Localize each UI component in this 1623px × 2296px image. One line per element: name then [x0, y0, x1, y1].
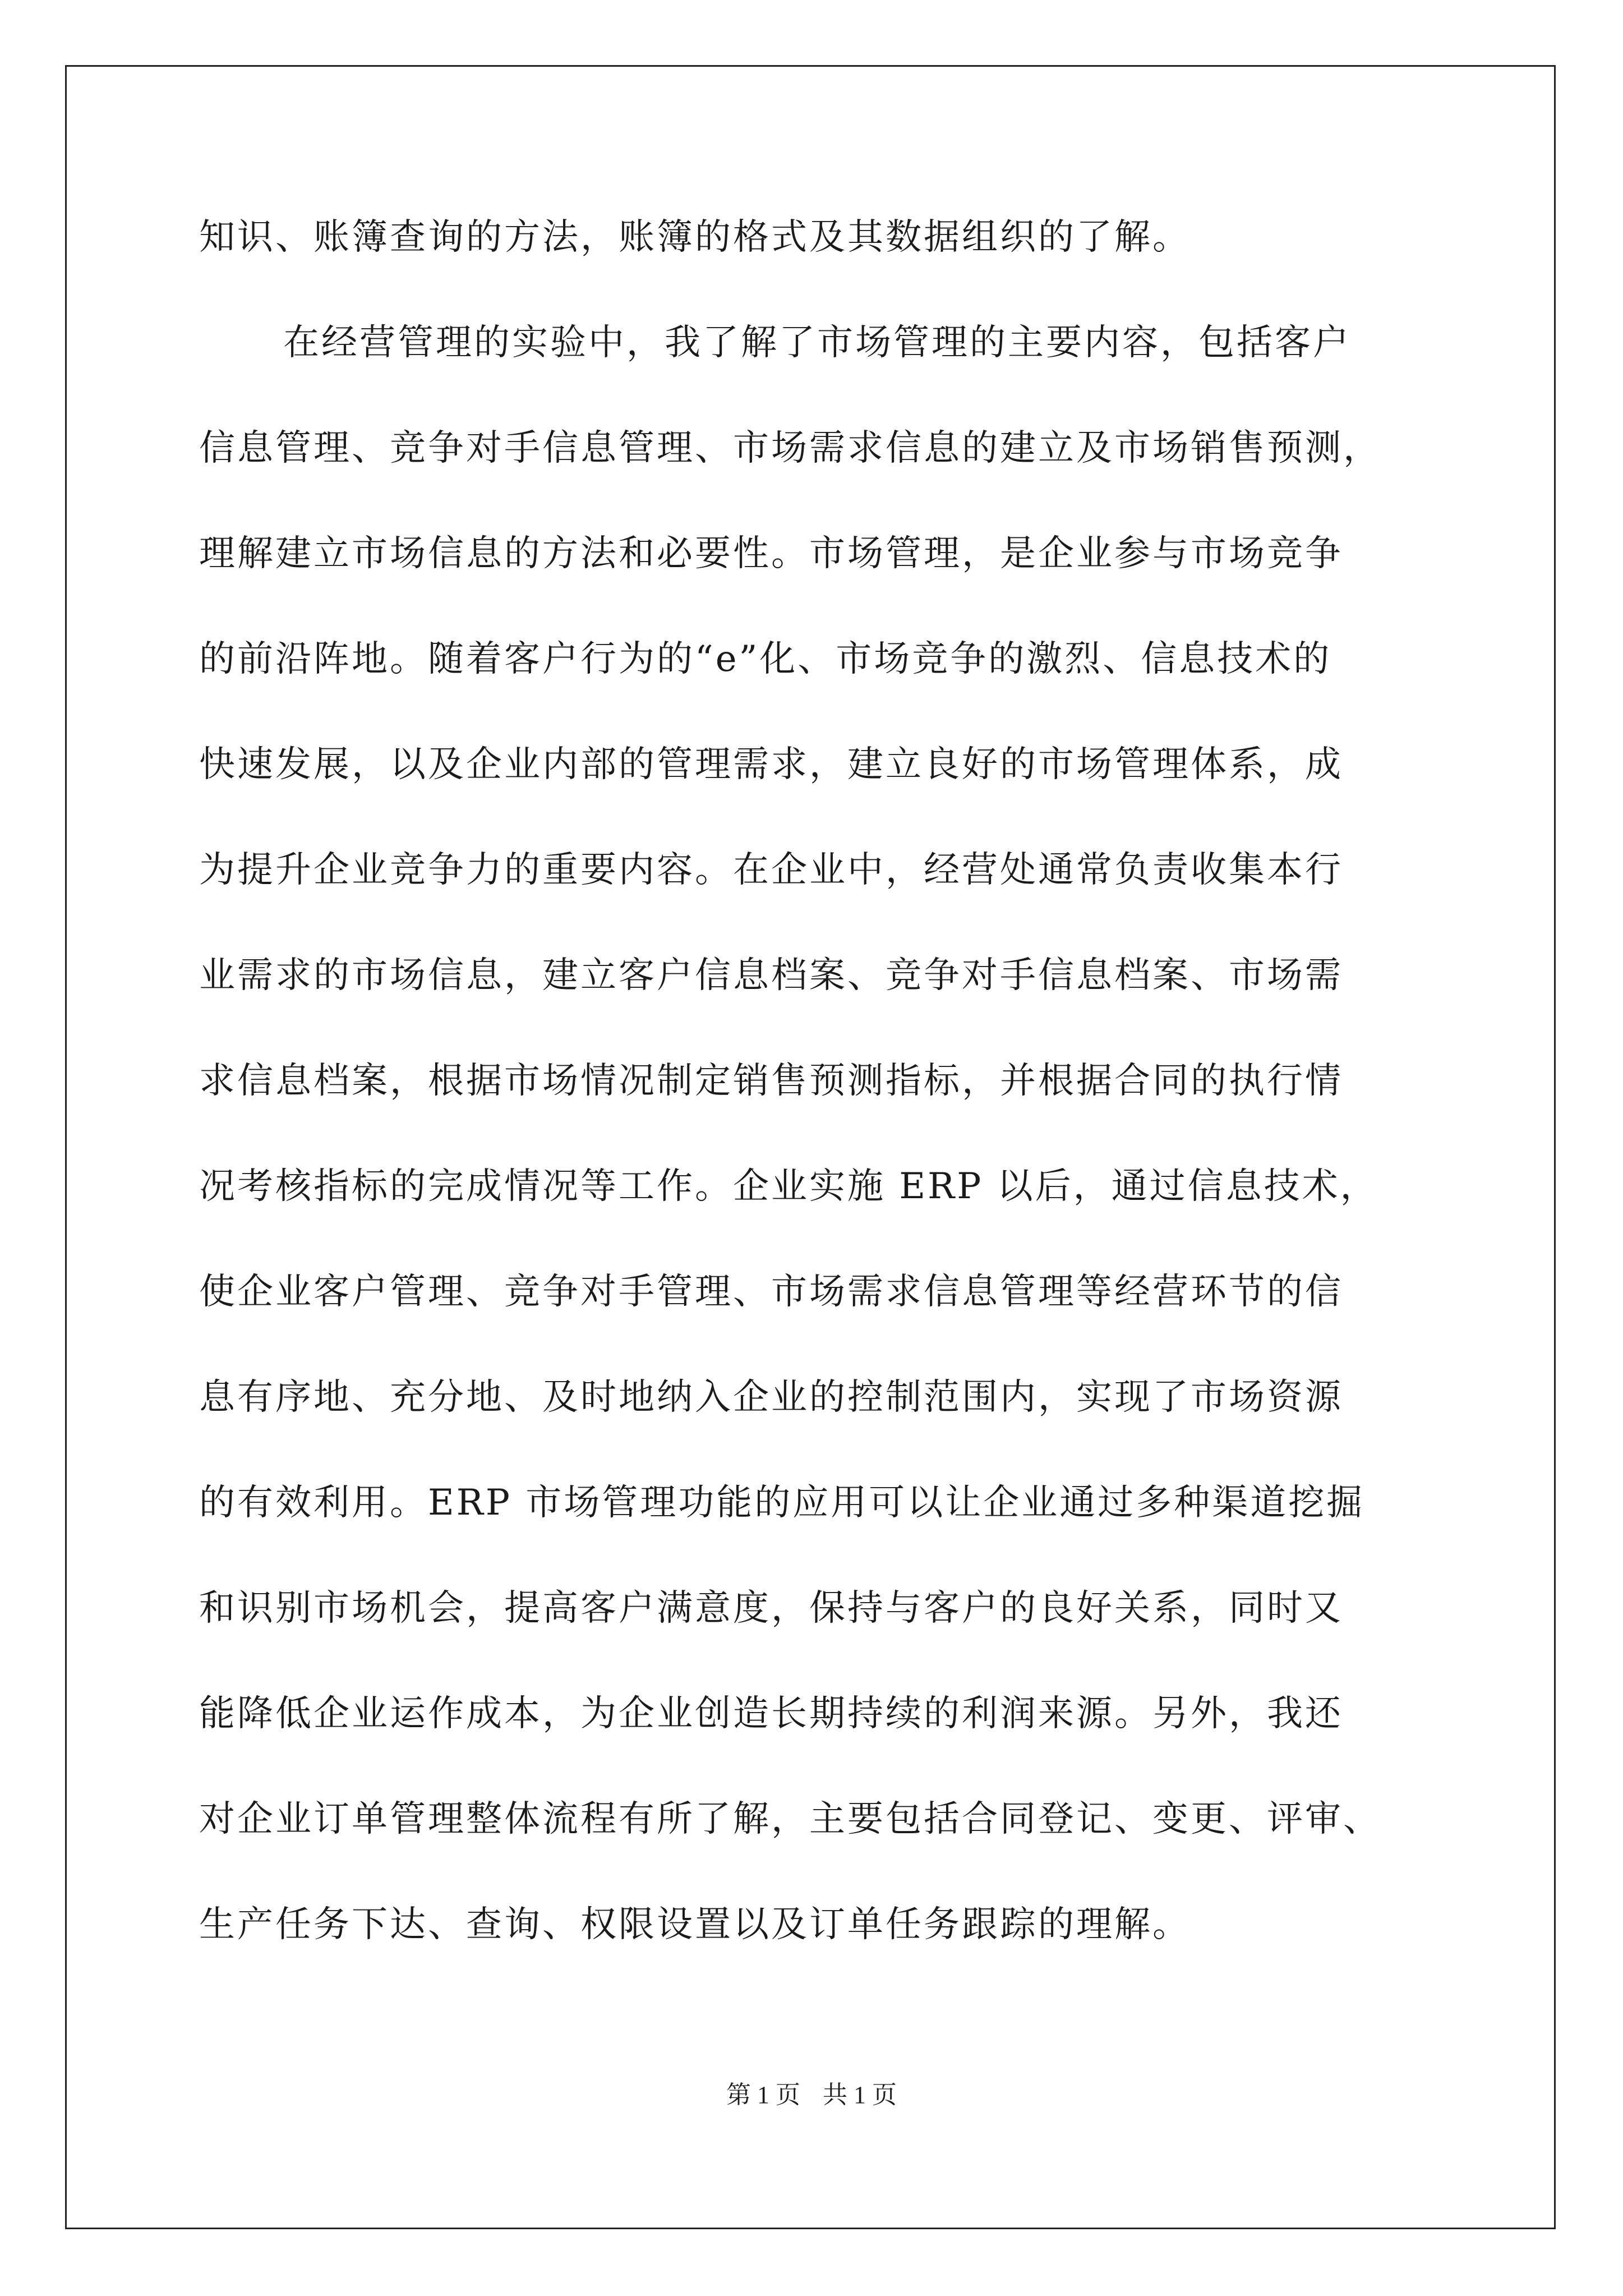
- page-footer: [0, 2078, 1623, 2112]
- text-line: 信息管理、竞争对手信息管理、市场需求信息的建立及市场销售预测，: [199, 427, 1381, 469]
- text-line: 的前沿阵地。随着客户行为的“e”化、市场竞争的激烈、信息技术的: [199, 638, 1332, 680]
- page-total: 共 1 页: [823, 2081, 897, 2109]
- page-number: 第 1 页: [726, 2081, 800, 2109]
- text-line: 对企业订单管理整体流程有所了解，主要包括合同登记、变更、评审、: [199, 1798, 1381, 1840]
- text-line: 理解建立市场信息的方法和必要性。市场管理，是企业参与市场竞争: [199, 533, 1343, 574]
- text-line: 为提升企业竞争力的重要内容。在企业中，经营处通常负责收集本行: [199, 849, 1343, 891]
- text-line: 和识别市场机会，提高客户满意度，保持与客户的良好关系，同时又: [199, 1588, 1343, 1629]
- text-line: 知识、账簿查询的方法，账簿的格式及其数据组织的了解。: [199, 217, 1191, 258]
- text-line: 使企业客户管理、竞争对手管理、市场需求信息管理等经营环节的信: [199, 1271, 1343, 1313]
- paragraph-start-line: 在经营管理的实验中，我了解了市场管理的主要内容，包括客户: [283, 322, 1351, 364]
- text-line: 况考核指标的完成情况等工作。企业实施 ERP 以后，通过信息技术，: [199, 1166, 1378, 1207]
- text-line: 息有序地、充分地、及时地纳入企业的控制范围内，实现了市场资源: [199, 1377, 1343, 1418]
- document-body: [199, 212, 1450, 2005]
- text-line: 业需求的市场信息，建立客户信息档案、竞争对手信息档案、市场需: [199, 955, 1343, 996]
- text-line: 能降低企业运作成本，为企业创造长期持续的利润来源。另外，我还: [199, 1693, 1343, 1734]
- text-line: 生产任务下达、查询、权限设置以及订单任务跟踪的理解。: [199, 1904, 1191, 1945]
- text-line: 的有效利用。ERP 市场管理功能的应用可以让企业通过多种渠道挖掘: [199, 1482, 1365, 1524]
- text-line: 求信息档案，根据市场情况制定销售预测指标，并根据合同的执行情: [199, 1060, 1343, 1102]
- text-line: 快速发展，以及企业内部的管理需求，建立良好的市场管理体系，成: [199, 744, 1343, 785]
